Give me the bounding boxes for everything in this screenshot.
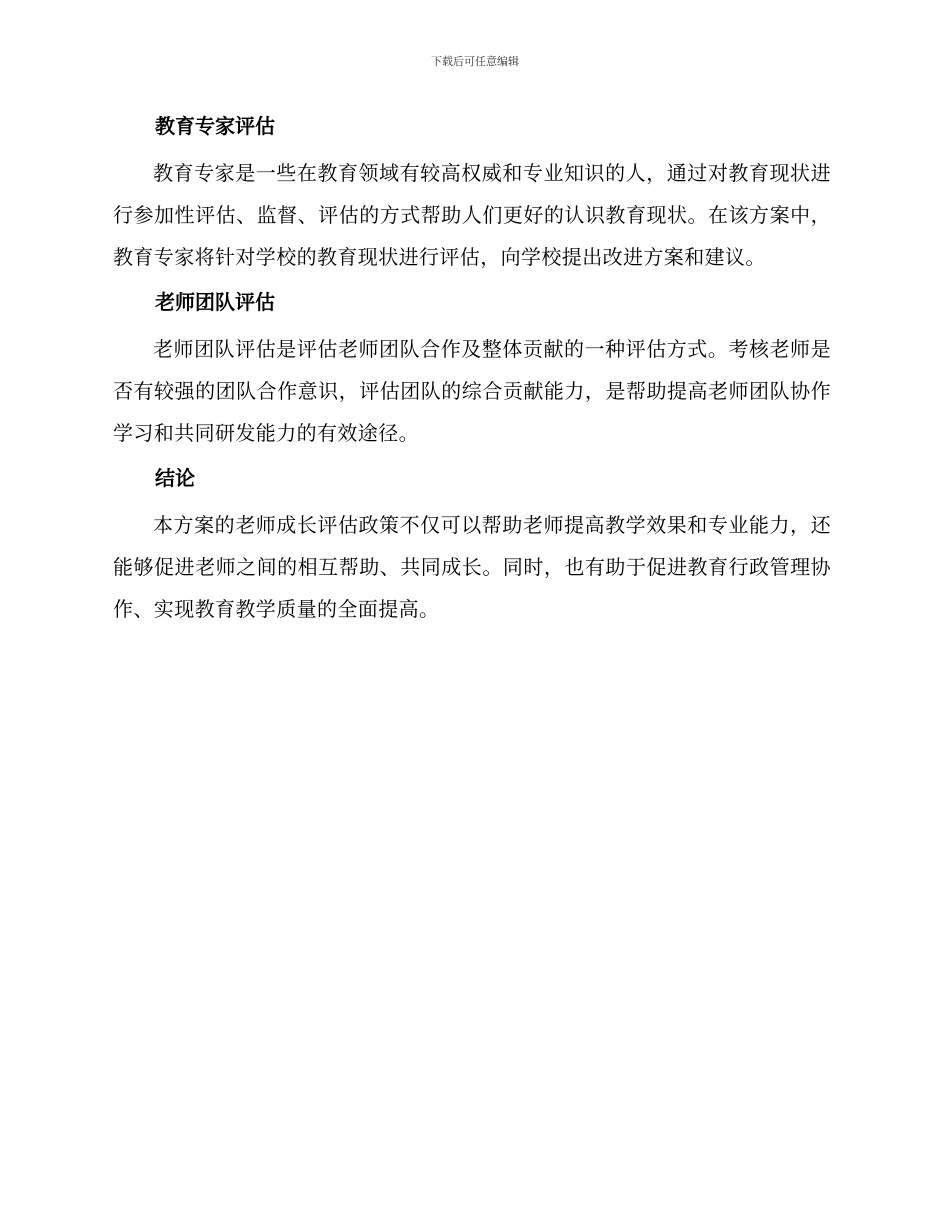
section-expert-evaluation <box>113 108 831 278</box>
section-teacher-team-evaluation <box>113 284 831 454</box>
section-conclusion <box>113 460 831 630</box>
section-heading: 教育专家评估 <box>155 114 275 138</box>
section-heading: 老师团队评估 <box>155 290 275 314</box>
document-body <box>113 108 831 636</box>
section-paragraph: 老师团队评估是评估老师团队合作及整体贡献的一种评估方式。考核老师是否有较强的团队合作意识，评估团队的综合贡献能力，是帮助提高老师团队协作学习和共同研发能力的有效途径。 <box>113 337 831 445</box>
section-paragraph: 本方案的老师成长评估政策不仅可以帮助老师提高教学效果和专业能力，还能够促进老师之间的相互帮助、共同成长。同时，也有助于促进教育行政管理协作、实现教育教学质量的全面提高。 <box>113 513 831 621</box>
section-paragraph: 教育专家是一些在教育领域有较高权威和专业知识的人，通过对教育现状进行参加性评估、监督、评估的方式帮助人们更好的认识教育现状。在该方案中，教育专家将针对学校的教育现状进行评估，向学校提出改进方案和建议。 <box>113 161 831 269</box>
page-header-note: 下载后可任意编辑 <box>431 55 519 68</box>
section-heading: 结论 <box>155 466 195 490</box>
